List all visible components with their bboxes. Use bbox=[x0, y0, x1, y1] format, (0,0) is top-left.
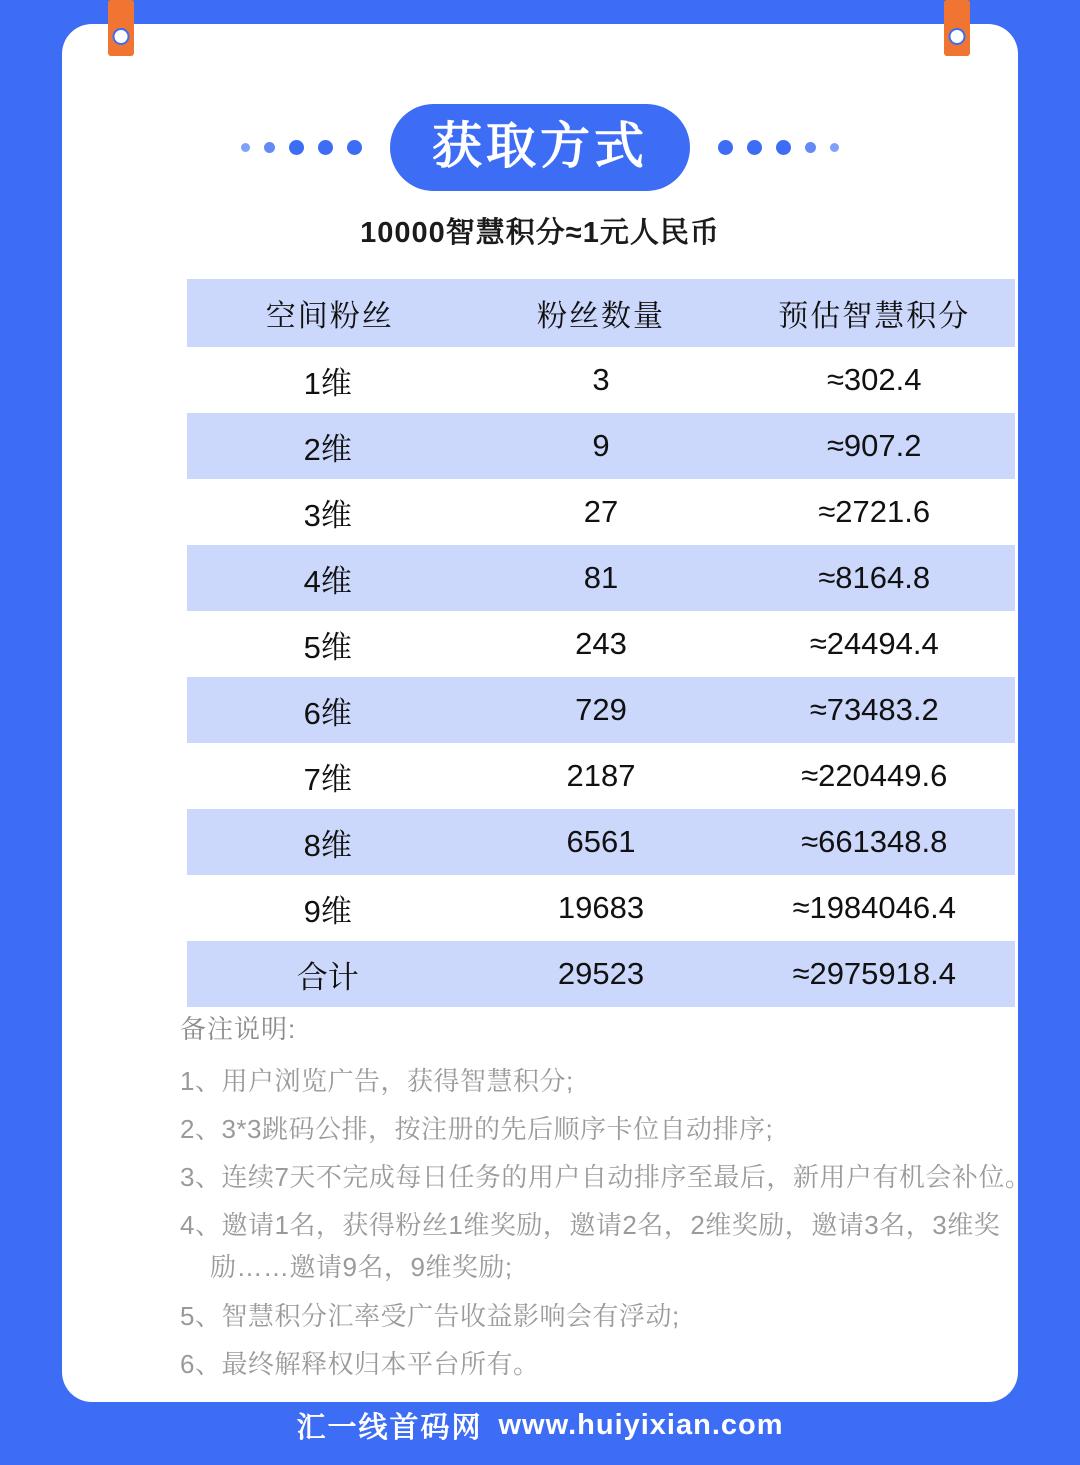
note-item: 1、用户浏览广告，获得智慧积分; bbox=[180, 1066, 574, 1096]
content-card bbox=[62, 24, 1032, 1402]
table-row bbox=[187, 875, 1015, 941]
clip-hole-icon bbox=[113, 28, 130, 45]
dot-icon bbox=[264, 142, 275, 153]
points-table bbox=[187, 279, 1015, 1007]
cell-points: ≈24494.4 bbox=[809, 626, 939, 661]
cell-points: ≈2721.6 bbox=[818, 494, 931, 529]
subtitle: 10000智慧积分≈1元人民币 bbox=[360, 217, 720, 249]
note-item: 5、智慧积分汇率受广告收益影响会有浮动; bbox=[180, 1300, 680, 1331]
cell-count: 3 bbox=[592, 362, 610, 397]
cell-level: 3维 bbox=[303, 497, 352, 533]
cell-count: 27 bbox=[583, 494, 619, 529]
cell-points: ≈302.4 bbox=[826, 362, 922, 397]
cell-points: ≈2975918.4 bbox=[792, 956, 956, 991]
cell-count: 6561 bbox=[566, 824, 636, 859]
cell-count: 2187 bbox=[566, 758, 636, 793]
note-item: 4、邀请1名，获得粉丝1维奖励，邀请2名，2维奖励，邀请3名，3维奖励……邀请9名，9维奖励; bbox=[180, 1210, 1001, 1283]
table-row bbox=[187, 413, 1015, 479]
dot-icon bbox=[747, 140, 762, 155]
cell-level: 6维 bbox=[303, 695, 352, 731]
footer-url: www.huiyixian.com bbox=[498, 1409, 784, 1441]
footer-brand: 汇一线首码网 bbox=[296, 1412, 483, 1444]
cell-points: ≈907.2 bbox=[826, 428, 922, 463]
binder-clip-left bbox=[108, 0, 134, 56]
cell-level: 4维 bbox=[303, 563, 352, 599]
cell-level: 合计 bbox=[296, 959, 359, 995]
cell-level: 1维 bbox=[303, 365, 352, 401]
table-row-total bbox=[187, 941, 1015, 1007]
table-header-row bbox=[187, 279, 1015, 347]
table-row bbox=[187, 611, 1015, 677]
table-row bbox=[187, 743, 1015, 809]
cell-count: 29523 bbox=[557, 956, 645, 991]
decor-dots-left bbox=[241, 140, 362, 155]
table-row bbox=[187, 479, 1015, 545]
table-row bbox=[187, 677, 1015, 743]
table-row bbox=[187, 347, 1015, 413]
cell-count: 81 bbox=[583, 560, 619, 595]
title-row bbox=[62, 104, 1018, 191]
cell-points: ≈8164.8 bbox=[818, 560, 931, 595]
table-row bbox=[187, 545, 1015, 611]
cell-points: ≈1984046.4 bbox=[792, 890, 956, 925]
page-title: 获取方式 bbox=[390, 104, 690, 191]
dot-icon bbox=[830, 143, 839, 152]
cell-level: 5维 bbox=[303, 629, 352, 665]
cell-points: ≈661348.8 bbox=[801, 824, 948, 859]
column-header-level: 空间粉丝 bbox=[265, 300, 394, 333]
note-item: 2、3*3跳码公排，按注册的先后顺序卡位自动排序; bbox=[180, 1114, 774, 1145]
clip-hole-icon bbox=[949, 28, 966, 45]
note-item: 6、最终解释权归本平台所有。 bbox=[180, 1348, 540, 1379]
notes-section bbox=[180, 1009, 1040, 1391]
dot-icon bbox=[289, 140, 304, 155]
column-header-points: 预估智慧积分 bbox=[778, 300, 971, 333]
cell-level: 7维 bbox=[303, 761, 352, 797]
cell-level: 8维 bbox=[303, 827, 352, 863]
dot-icon bbox=[318, 140, 333, 155]
cell-level: 9维 bbox=[303, 893, 352, 929]
cell-points: ≈73483.2 bbox=[809, 692, 939, 727]
binder-clip-right bbox=[944, 0, 970, 56]
decor-dots-right bbox=[718, 140, 839, 155]
notes-title: 备注说明: bbox=[180, 1014, 297, 1044]
dot-icon bbox=[776, 140, 791, 155]
dot-icon bbox=[347, 140, 362, 155]
dot-icon bbox=[241, 143, 250, 152]
cell-count: 729 bbox=[575, 692, 627, 727]
cell-count: 9 bbox=[592, 428, 610, 463]
footer-watermark bbox=[0, 1405, 1080, 1446]
dot-icon bbox=[805, 142, 816, 153]
cell-points: ≈220449.6 bbox=[801, 758, 948, 793]
cell-count: 19683 bbox=[557, 890, 645, 925]
cell-level: 2维 bbox=[303, 431, 352, 467]
note-item: 3、连续7天不完成每日任务的用户自动排序至最后，新用户有机会补位。 bbox=[180, 1162, 1032, 1193]
table-row bbox=[187, 809, 1015, 875]
column-header-count: 粉丝数量 bbox=[536, 300, 665, 333]
dot-icon bbox=[718, 140, 733, 155]
cell-count: 243 bbox=[575, 626, 627, 661]
